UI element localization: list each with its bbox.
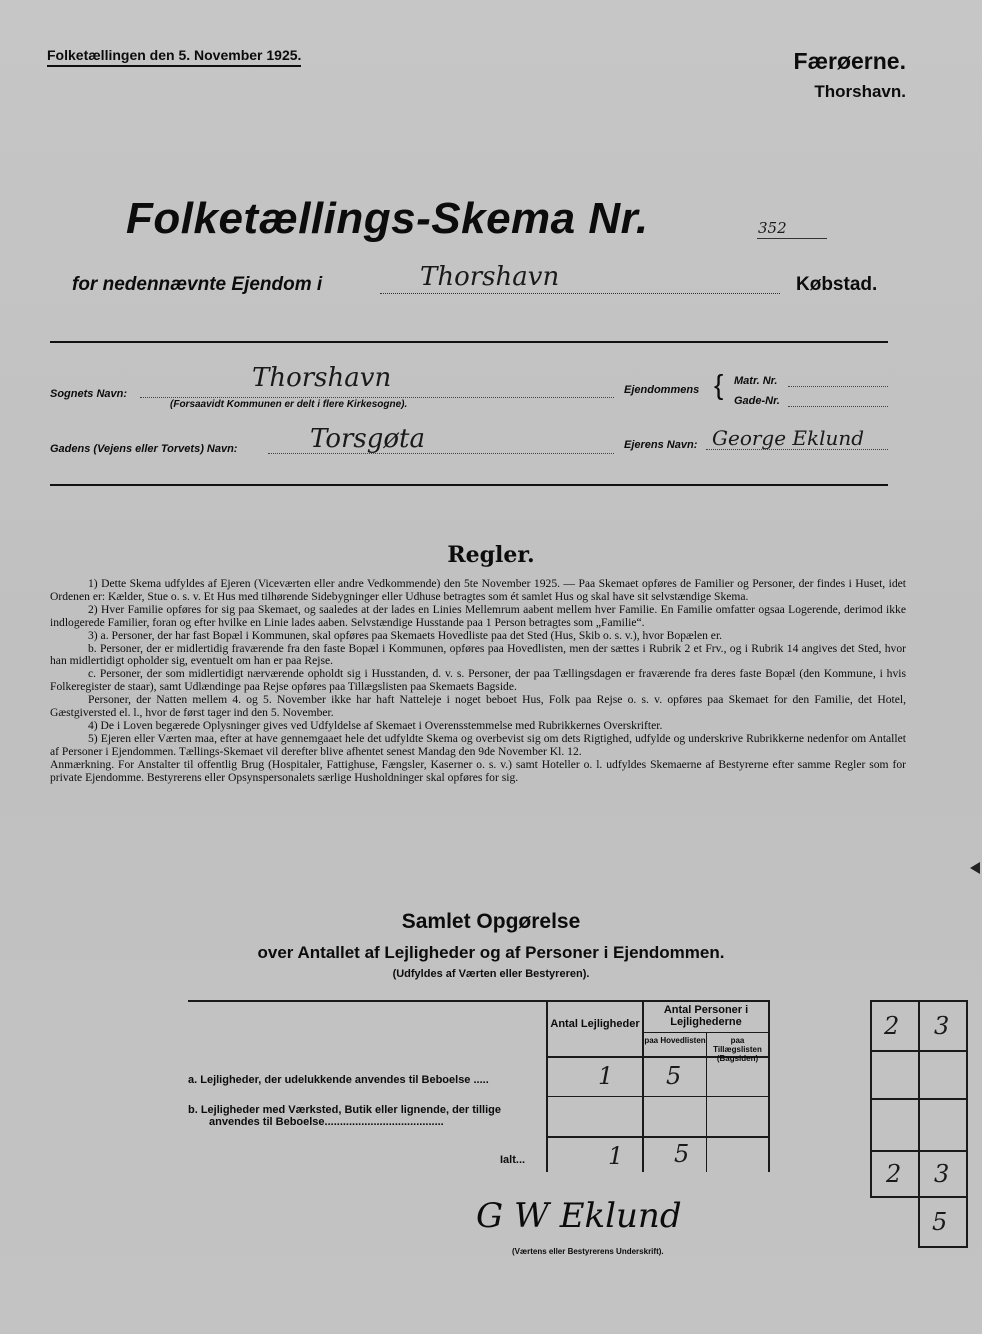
property-for-label: for nedennævnte Ejendom i <box>72 274 323 295</box>
matr-label: Matr. Nr. <box>734 375 778 387</box>
rule-paragraph: 4) De i Loven begærede Oplysninger gives ved Udfyldelse af Skemaet i Overensstemmelse med Rubrikkernes Overskrifter. <box>88 718 663 732</box>
host-signature: G W Eklund <box>476 1196 682 1236</box>
gade-nr-line <box>788 406 888 407</box>
property-place-line <box>380 293 780 294</box>
sogn-note: (Forsaavidt Kommunen er delt i flere Kirkesogne). <box>170 399 408 410</box>
rule-paragraph: b. Personer, der er midlertidig fraværende fra den faste Bopæl i Kommunen, opføres paa Hovedlisten, men der sættes i Rubrik 2 et Frv., og i Rubrik 14 angives det Sted, hvor han midlertidigt opholder sig, eventuelt om han er paa Rejse. <box>50 641 906 668</box>
col-header-tillaeg: paa Tillægslisten (Bagsiden) <box>713 1036 762 1063</box>
ialt-lejligheder-value: 1 <box>608 1142 624 1170</box>
ialt-hoved-value: 5 <box>674 1140 690 1168</box>
side-box-line <box>966 1000 968 1248</box>
summary-title: Samlet Opgørelse <box>401 910 581 933</box>
country-header: Færøerne. <box>793 48 906 74</box>
rule-paragraph: c. Personer, der som midlertidigt nærværende opholdt sig i Husstanden, d. v. s. Personer, der paa Tællingsdagen er fraværende fra deres faste Bopæl (den Kommune, i hvis Folkeregister de staar), samt Udlændinge paa Rejse opføres paa Tillægslisten paa Skemaets Bagside. <box>50 667 906 694</box>
side-box-line <box>918 1000 920 1248</box>
property-place-handwritten: Thorshavn <box>420 262 560 292</box>
ejendom-brace: { <box>714 369 724 400</box>
table-col-line <box>642 1000 644 1172</box>
ejer-value: George Eklund <box>712 426 865 450</box>
town-header: Thorshavn. <box>814 82 906 101</box>
rule-paragraph: 1) Dette Skema udfyldes af Ejeren (Viceværten eller andre Vedkommende) den 5te November 1925. — Paa Skemaet opføres de Familier og Personer, der findes i Huset, idet Ordenen er: Kælder, Stue o. s. v. Et Hus med tilhørende Sidebygninger eller Udhuse betragtes som ét samlet Hus og skal have sit selvstændige Skema. <box>50 577 906 603</box>
ejer-line <box>706 449 888 450</box>
table-row-line <box>546 1096 770 1097</box>
side-box-value: 5 <box>932 1208 948 1236</box>
gade-value: Torsgøta <box>310 424 425 454</box>
rule-paragraph: Personer, der Natten mellem 4. og 5. November ikke har haft Natteleje i noget beboet Hus, Folk paa Rejse o. s. v. opføres paa Skemaet for den Familie, det Hotel, Gæstgiversted el. l., hvor de først tager ind den 5. November. <box>50 693 906 720</box>
form-number: 352 <box>758 219 787 237</box>
ejendom-label: Ejendommens <box>624 384 700 396</box>
side-box-line <box>870 1000 872 1198</box>
divider-top <box>50 341 888 343</box>
signature-caption: (Værtens eller Bestyrerens Underskrift). <box>512 1247 664 1256</box>
rule-paragraph: 5) Ejeren eller Værten maa, efter at have gennemgaaet hele det udfyldte Skema og overbevist sig om dets Rigtighed, udfylde og underskrive Rubrikkerne nedenfor om Antallet af Personer i Ejendommen. Tællings-Skemaet vil derefter blive afhentet senest Mandag den 9de November Kl. 12. <box>50 731 906 758</box>
row-a-label: a. Lejligheder, der udelukkende anvendes til Beboelse ..... <box>188 1074 489 1086</box>
rules-text <box>50 578 906 785</box>
edge-mark <box>960 862 980 874</box>
summary-subtitle: over Antallet af Lejligheder og af Personer i Ejendommen. <box>257 943 725 962</box>
row-b-label: b. Lejligheder med Værksted, Butik eller lignende, der tillige <box>188 1104 501 1116</box>
matr-line <box>788 386 888 387</box>
gade-line <box>268 453 614 454</box>
side-box-line <box>918 1246 968 1248</box>
divider-bottom <box>50 484 888 486</box>
col-header-lejligheder: Antal Lejligheder <box>550 1018 640 1030</box>
form-number-line <box>757 238 827 239</box>
summary-note: (Udfyldes af Værten eller Bestyreren). <box>392 968 590 980</box>
sogn-value: Thorshavn <box>252 363 392 393</box>
table-top-line <box>188 1000 770 1002</box>
form-title: Folketællings-Skema Nr. <box>126 194 649 243</box>
kobstad-label: Købstad. <box>796 274 878 295</box>
census-date-header: Folketællingen den 5. November 1925. <box>47 47 301 67</box>
table-row-line <box>546 1136 770 1138</box>
rule-paragraph: 3) a. Personer, der har fast Bopæl i Kommunen, skal opføres paa Skemaets Hovedliste paa det Sted (Hus, Skib o. s. v.), hvor Bopælen er. <box>88 628 723 642</box>
side-box-value: 2 <box>884 1012 900 1040</box>
rules-title: Regler. <box>447 542 535 568</box>
table-col-line <box>768 1000 770 1172</box>
side-box-value: 2 <box>886 1160 902 1188</box>
sogn-line <box>140 397 614 398</box>
sogn-label: Sognets Navn: <box>50 388 128 400</box>
col-header-hoved: paa Hovedlisten <box>644 1036 706 1045</box>
row-b-label-cont: anvendes til Beboelse....................................... <box>209 1116 444 1128</box>
table-subheader-line <box>644 1032 768 1033</box>
rule-remark: Anmærkning. For Anstalter til offentlig Brug (Hospitaler, Fattighuse, Fængsler, Kaserner o. s. v.) samt Hoteller o. l. udfyldes Skemaerne af Bestyrerne efter samme Regler som for private Ejendomme. Bestyrerens eller Opsynspersonalets særlige Husholdninger skal opføres for sig. <box>50 757 906 784</box>
a-lejligheder-value: 1 <box>598 1062 614 1090</box>
gade-label: Gadens (Vejens eller Torvets) Navn: <box>50 443 238 455</box>
row-ialt-label: Ialt... <box>500 1154 526 1166</box>
gade-nr-label: Gade-Nr. <box>734 395 780 407</box>
side-box-value: 3 <box>934 1160 950 1188</box>
side-box-value: 3 <box>934 1012 950 1040</box>
ejer-label: Ejerens Navn: <box>624 439 698 451</box>
col-header-personer: Antal Personer i Lejlighederne <box>663 1004 749 1028</box>
a-hoved-value: 5 <box>666 1062 682 1090</box>
rule-paragraph: 2) Hver Familie opføres for sig paa Skemaet, og saaledes at der lades en Linies Mellemrum aabent mellem hver Familie. En Familie omfatter ogsaa Logerende, derimod ikke indlogerede Familier, foran og efter hvilke en Linie lades aaben. Selvstændige Husstande paa 1 Person betragtes som „Familie“. <box>50 602 906 629</box>
